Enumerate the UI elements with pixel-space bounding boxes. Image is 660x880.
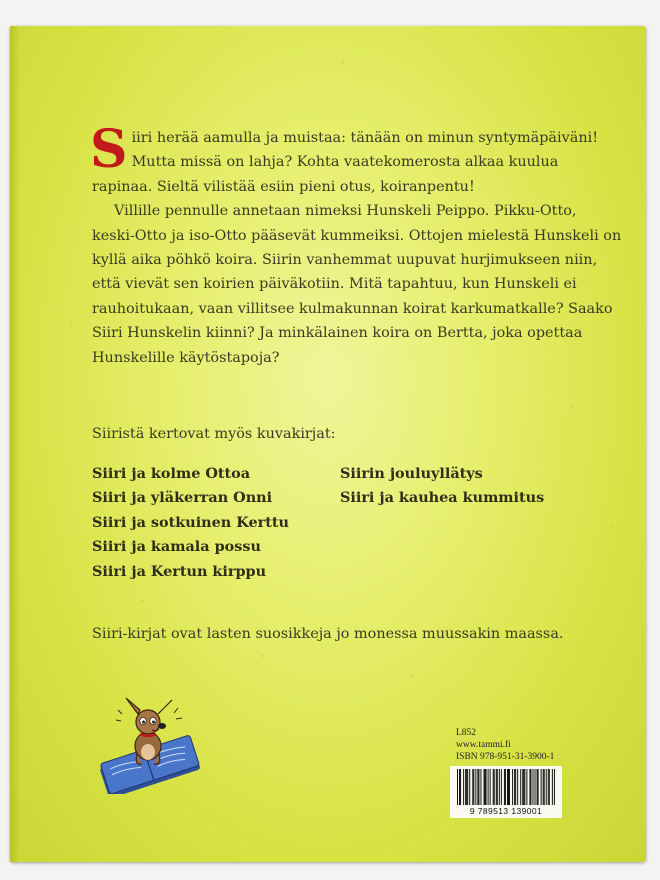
barcode-bar (507, 769, 508, 805)
isbn-number: ISBN 978-951-31-3900-1 (456, 752, 555, 762)
barcode-bar (524, 769, 525, 805)
barcode-bar (457, 769, 458, 805)
barcode-bar (504, 769, 505, 805)
barcode-bar (488, 769, 489, 805)
dog-on-book-illustration (96, 694, 206, 798)
barcode-bar (467, 769, 468, 805)
blurb-paragraph-2: Villille pennulle annetaan nimeksi Hunskeli Peippo. Pikku-Otto, keski-Otto ja iso-Otto pääsevät kummeiksi. Ottojen mielestä Hunskeli on kyllä aika pöhkö koira. Siirin vanhemmat uupuvat hurjimukseen niin, että vievät sen koirien päiväkotiin. Mitä tapahtuu, kun Hunskeli ei rauhoitukaan, vaan villitsee kulmakunnan koirat karkumatkalle? Saako Siiri Hunskelin kiinni? Ja minkälainen koira on Bertta, joka opettaa Hunskelille käytöstapoja? (92, 203, 622, 366)
series-title: Siiri ja kauhea kummitus (340, 489, 545, 507)
barcode-bar (485, 769, 486, 805)
publisher-info (456, 727, 554, 763)
barcode-bar (517, 769, 518, 805)
barcode-bars (454, 769, 558, 807)
isbn-barcode (450, 766, 562, 818)
barcode-digits: 9 789513 139001 (469, 806, 543, 816)
barcode-bar (508, 769, 509, 805)
barcode-bar (552, 769, 553, 805)
barcode-bar (543, 769, 544, 805)
series-title: Siiri ja kamala possu (92, 538, 261, 556)
barcode-bar (526, 769, 527, 805)
series-heading: Siiristä kertovat myös kuvakirjat: (92, 426, 336, 442)
barcode-bar (459, 769, 460, 805)
barcode-bar (532, 769, 533, 805)
barcode-bar (496, 769, 497, 805)
barcode-bar (538, 769, 539, 805)
barcode-bar (520, 769, 521, 805)
blurb-text-1: iiri herää aamulla ja muistaa: tänään on minun syntymäpäiväni! Mutta missä on lahja? Kohta vaatekomerosta alkaa kuulua rapinaa. Sieltä vilistää esiin pieni otus, koiranpentu! (92, 130, 598, 195)
paper-speck: ˊ (260, 656, 265, 666)
barcode-bar (473, 769, 474, 805)
barcode-bar (490, 769, 491, 805)
barcode-bar (478, 769, 479, 805)
barcode-bar (469, 769, 470, 805)
barcode-bar (466, 769, 467, 805)
series-title: Siiri ja kolme Ottoa (92, 465, 251, 482)
barcode-bar (529, 769, 530, 805)
barcode-bar (486, 769, 487, 805)
barcode-bar (530, 769, 531, 805)
publisher-website: www.tammi.fi (456, 740, 511, 750)
barcode-bar (514, 769, 515, 805)
barcode-bar (535, 769, 536, 805)
barcode-bar (544, 769, 545, 805)
barcode-bar (512, 769, 513, 805)
paper-speck: ˊ (140, 601, 145, 611)
barcode-bar (548, 769, 549, 805)
paper-speck: ˋ (410, 676, 415, 686)
barcode-bar (497, 769, 498, 805)
series-title: Siiri ja yläkerran Onni (92, 489, 273, 507)
paper-speck: ˊ (340, 62, 345, 72)
barcode-bar (541, 769, 542, 805)
barcode-bar (537, 769, 538, 805)
barcode-bar (546, 769, 547, 805)
barcode-bar (554, 769, 555, 805)
series-title: Siiri ja Kertun kirppu (92, 562, 267, 580)
paper-speck: ˊ (610, 526, 615, 536)
product-code: L852 (456, 728, 477, 738)
barcode-bar (463, 769, 464, 805)
drop-cap: S (90, 119, 128, 180)
barcode-bar (493, 769, 494, 805)
barcode-bar (501, 769, 502, 805)
series-title: Siiri ja sotkuinen Kerttu (92, 513, 289, 531)
barcode-bar (465, 769, 466, 805)
international-note: Siiri-kirjat ovat lasten suosikkeja jo monessa muussakin maassa. (92, 626, 564, 642)
barcode-bar (499, 769, 500, 805)
barcode-bar (515, 769, 516, 805)
barcode-bar (523, 769, 524, 805)
barcode-bar (494, 769, 495, 805)
blurb-paragraph-1 (90, 119, 622, 199)
series-list-left (92, 462, 289, 584)
book-blurb (90, 119, 622, 370)
barcode-bar (460, 769, 461, 805)
series-title: Siirin jouluyllätys (340, 465, 483, 482)
barcode-bar (509, 769, 510, 805)
barcode-bar (477, 769, 478, 805)
barcode-bar (522, 769, 523, 805)
paper-speck: ˊ (570, 406, 575, 416)
barcode-bar (505, 769, 506, 805)
barcode-bar (484, 769, 485, 805)
barcode-bar (475, 769, 476, 805)
barcode-bar (480, 769, 481, 805)
barcode-bar (549, 769, 550, 805)
paper-speck: ˋ (70, 326, 75, 336)
barcode-bar (472, 769, 473, 805)
series-list-right (340, 462, 544, 511)
